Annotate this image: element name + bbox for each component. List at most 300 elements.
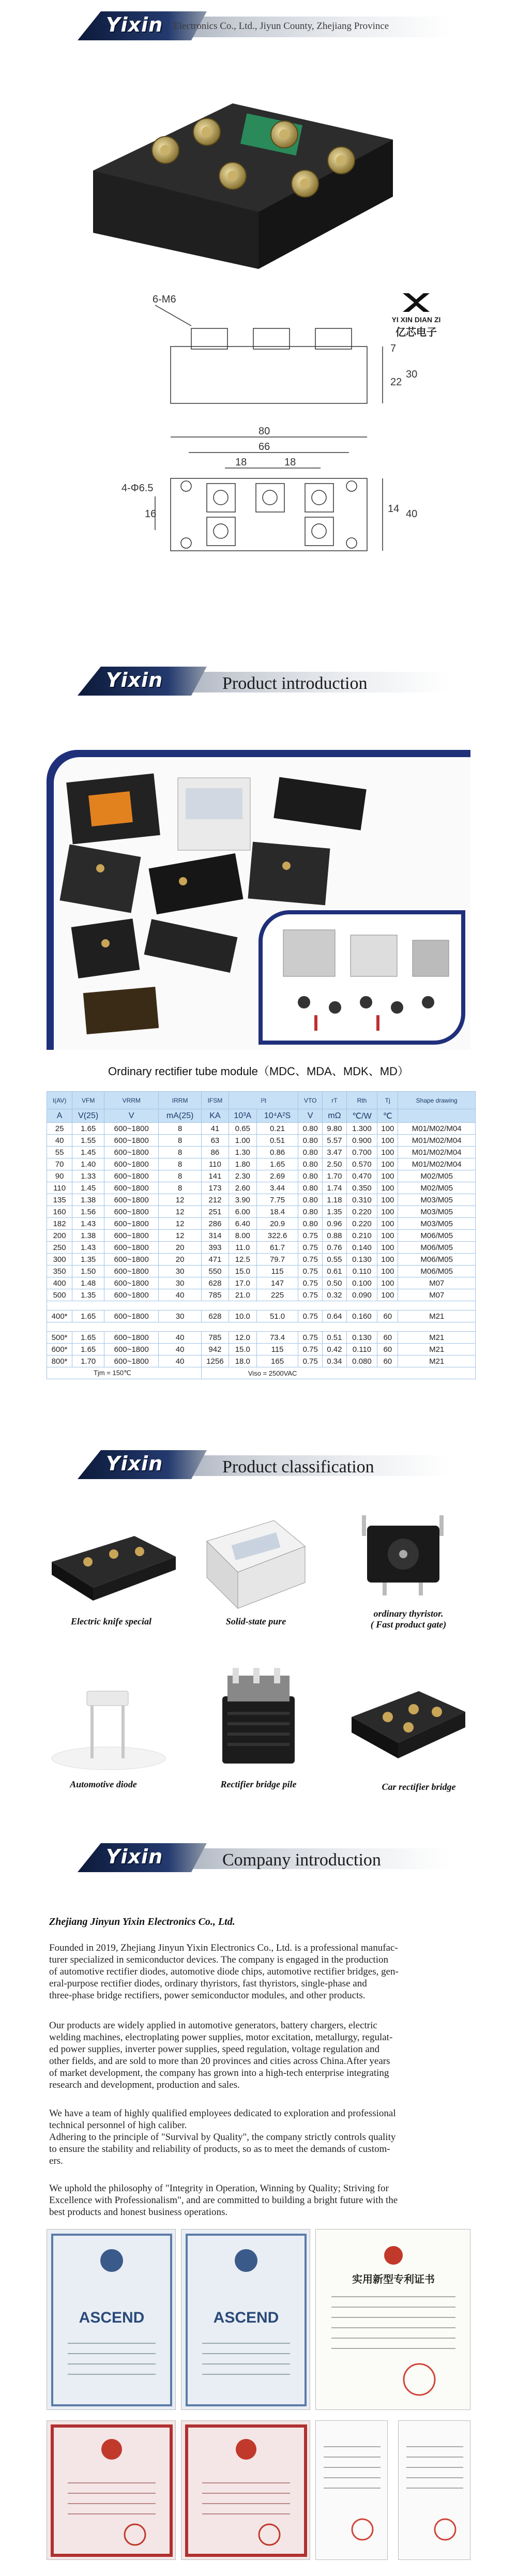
spec-cell: 30 <box>159 1277 202 1289</box>
spec-cell: 1.45 <box>72 1147 104 1158</box>
spec-cell: M03/M05 <box>398 1194 476 1206</box>
utility-patent-certificate <box>315 2229 470 2410</box>
spec-cell: M07 <box>398 1277 476 1289</box>
spec-cell: 600~1800 <box>104 1218 159 1230</box>
spec-footer-tj: Tjm = 150℃ <box>47 1367 202 1379</box>
spec-cell: 314 <box>201 1230 229 1242</box>
spec-cell: 0.350 <box>346 1182 377 1194</box>
spec-header-cell: Tj <box>377 1092 398 1109</box>
spec-header-cell: rT <box>323 1092 347 1109</box>
spec-row <box>47 1218 476 1230</box>
spec-cell: 212 <box>201 1194 229 1206</box>
spec-cell: 1.50 <box>72 1266 104 1277</box>
certificate-6 <box>398 2420 470 2560</box>
label-h30: 30 <box>406 369 418 380</box>
certificate-3-image <box>47 2421 176 2560</box>
spec-row <box>47 1310 476 1322</box>
spec-cell: 1.38 <box>72 1194 104 1206</box>
company-paragraph-1: Founded in 2019, Zhejiang Jinyun Yixin Electronics Co., Ltd. is a professional manufac- turer specialized in semiconductor devices. The company is engaged in the production of automotive rectifier diodes, automotive diode chips, automotive rectifier bridges, gen- eral-purpose rectifier diodes, ordinary thyristors, fast thyristors, single-phase and three-phase bridge rectifiers, power semiconductor modules, and other products. <box>49 1942 399 2001</box>
spec-cell: 63 <box>201 1135 229 1147</box>
spec-cell: 0.80 <box>298 1147 323 1158</box>
dimension-drawing <box>103 290 424 569</box>
spec-cell: 200 <box>47 1230 72 1242</box>
spec-footer-viso: Viso = 2500VAC <box>201 1367 475 1379</box>
spec-cell: 1.70 <box>72 1355 104 1367</box>
spec-cell: 61.7 <box>256 1242 298 1254</box>
spec-cell: 6.40 <box>229 1218 256 1230</box>
spec-cell: 251 <box>201 1206 229 1218</box>
spec-cell: 12 <box>159 1218 202 1230</box>
spec-unit-cell: ℃ <box>377 1109 398 1123</box>
spec-row <box>47 1289 476 1301</box>
cls-label-electric-knife: Electric knife special <box>71 1616 151 1626</box>
spec-cell: 9.80 <box>323 1123 347 1135</box>
spec-unit-cell: 10³A <box>229 1109 256 1123</box>
spec-cell: 0.090 <box>346 1289 377 1301</box>
spec-header-cell: Rth <box>346 1092 377 1109</box>
spec-cell: 0.42 <box>323 1344 347 1355</box>
spec-cell: 12 <box>159 1206 202 1218</box>
spec-cell: 1.65 <box>72 1310 104 1322</box>
spec-unit-cell: A <box>47 1109 72 1123</box>
spec-cell: 0.55 <box>323 1254 347 1266</box>
car-rectifier-bridge-image <box>341 1676 476 1764</box>
spec-header-cell: IFSM <box>201 1092 229 1109</box>
svg-text:ASCEND: ASCEND <box>79 2309 145 2326</box>
spec-cell: 0.80 <box>298 1218 323 1230</box>
spec-cell: 393 <box>201 1242 229 1254</box>
spec-cell: 0.700 <box>346 1147 377 1158</box>
company-paragraph-4: We uphold the philosophy of "Integrity in Operation, Winning by Quality; Striving for Excellence with Professionalism", and are committed to building a bright future with the best products and honest business operations. <box>49 2183 398 2218</box>
spec-cell: 10.0 <box>229 1310 256 1322</box>
spec-cell: 0.80 <box>298 1158 323 1170</box>
spec-cell: 0.220 <box>346 1206 377 1218</box>
spec-row <box>47 1266 476 1277</box>
spec-cell: 600~1800 <box>104 1182 159 1194</box>
thyristor-image <box>352 1510 455 1598</box>
certificate-4 <box>181 2420 310 2560</box>
spec-cell: 0.75 <box>298 1230 323 1242</box>
spec-cell: 800* <box>47 1355 72 1367</box>
spec-cell: 0.210 <box>346 1230 377 1242</box>
rectifier-bridge-pile-image <box>202 1665 315 1774</box>
spec-cell: 15.0 <box>229 1344 256 1355</box>
spec-unit-cell: 10⁴A²S <box>256 1109 298 1123</box>
spec-row <box>47 1206 476 1218</box>
spec-cell: 600~1800 <box>104 1123 159 1135</box>
spec-cell: 173 <box>201 1182 229 1194</box>
automotive-diode-image <box>41 1681 176 1774</box>
spec-cell: 12.5 <box>229 1254 256 1266</box>
spec-cell: 110 <box>201 1158 229 1170</box>
spec-unit-cell: V <box>298 1109 323 1123</box>
spec-cell: 147 <box>256 1277 298 1289</box>
spec-cell: 0.80 <box>298 1182 323 1194</box>
table-caption: Ordinary rectifier tube module（MDC、MDA、MDK、MD） <box>108 1065 409 1078</box>
spec-cell: 2.69 <box>256 1170 298 1182</box>
spec-cell: 8 <box>159 1182 202 1194</box>
spec-cell: 90 <box>47 1170 72 1182</box>
spec-cell: 350 <box>47 1266 72 1277</box>
spec-cell: 0.86 <box>256 1147 298 1158</box>
company-banner-title: Company introduction <box>222 1850 381 1870</box>
spec-cell: 15.0 <box>229 1266 256 1277</box>
spec-cell: 60 <box>377 1310 398 1322</box>
spec-cell: 628 <box>201 1310 229 1322</box>
spec-cell: 2.50 <box>323 1158 347 1170</box>
brand-chinese: 亿芯电子 <box>396 326 437 338</box>
spec-cell: 73.4 <box>256 1332 298 1344</box>
spec-cell: 40 <box>159 1289 202 1301</box>
spec-cell: 21.0 <box>229 1289 256 1301</box>
header-subtitle: Electronics Co., Ltd., Jiyun County, Zhejiang Province <box>173 21 389 32</box>
classification-banner-title: Product classification <box>222 1457 374 1477</box>
collage-inset <box>258 910 465 1045</box>
spec-row <box>47 1242 476 1254</box>
spec-cell: 322.6 <box>256 1230 298 1242</box>
spec-cell: 0.160 <box>346 1310 377 1322</box>
spec-cell: 1256 <box>201 1355 229 1367</box>
spec-cell: 600~1800 <box>104 1147 159 1158</box>
spec-cell: M06/M05 <box>398 1254 476 1266</box>
spec-cell: 100 <box>377 1158 398 1170</box>
spec-header-cell: VTO <box>298 1092 323 1109</box>
spec-cell: 500* <box>47 1332 72 1344</box>
spec-cell: 250 <box>47 1242 72 1254</box>
spec-cell: M01/M02/M04 <box>398 1135 476 1147</box>
spec-cell: M01/M02/M04 <box>398 1123 476 1135</box>
spec-cell: 20 <box>159 1242 202 1254</box>
spec-cell: 100 <box>377 1289 398 1301</box>
spec-cell: 0.130 <box>346 1332 377 1344</box>
brand-logo: Yixin <box>106 13 163 36</box>
certificate-2 <box>181 2229 310 2410</box>
spec-cell: 628 <box>201 1277 229 1289</box>
spec-row <box>47 1147 476 1158</box>
spec-header-cell: IRRM <box>159 1092 202 1109</box>
spec-table <box>47 1091 476 1379</box>
spec-row <box>47 1254 476 1266</box>
spec-cell: 0.75 <box>298 1277 323 1289</box>
spec-cell: 12.0 <box>229 1332 256 1344</box>
spec-cell: 600~1800 <box>104 1242 159 1254</box>
spec-cell: 300 <box>47 1254 72 1266</box>
spec-cell: 100 <box>377 1206 398 1218</box>
cls-label-solid-state: Solid-state pure <box>225 1616 286 1626</box>
spec-cell: 600~1800 <box>104 1230 159 1242</box>
spec-cell: 785 <box>201 1332 229 1344</box>
spec-cell: 8 <box>159 1170 202 1182</box>
spec-cell: 8.00 <box>229 1230 256 1242</box>
spec-cell: 100 <box>377 1170 398 1182</box>
spec-cell: 600~1800 <box>104 1194 159 1206</box>
spec-cell: 1.65 <box>72 1344 104 1355</box>
module-product-photo <box>62 41 419 274</box>
spec-cell: 0.75 <box>298 1355 323 1367</box>
intro-banner <box>78 665 450 696</box>
spec-cell: 40 <box>159 1355 202 1367</box>
cls-label-thyristor: ordinary thyristor. ( Fast product gate) <box>370 1608 447 1630</box>
label-w66: 66 <box>258 441 270 453</box>
spec-cell: 0.75 <box>298 1310 323 1322</box>
label-screw: 6-M6 <box>153 294 176 305</box>
spec-cell: 1.45 <box>72 1182 104 1194</box>
spec-unit-cell: V(25) <box>72 1109 104 1123</box>
spec-cell: 600~1800 <box>104 1310 159 1322</box>
spec-row <box>47 1230 476 1242</box>
spec-cell: 0.110 <box>346 1266 377 1277</box>
spec-cell: 1.35 <box>72 1289 104 1301</box>
spec-cell: 0.75 <box>298 1332 323 1344</box>
cls-label-automotive-diode: Automotive diode <box>70 1779 137 1789</box>
spec-cell: 0.220 <box>346 1218 377 1230</box>
spec-row <box>47 1344 476 1355</box>
spec-cell: 0.96 <box>323 1218 347 1230</box>
certificate-4-image <box>181 2421 310 2560</box>
spec-cell: 0.100 <box>346 1277 377 1289</box>
spec-cell: 100 <box>377 1266 398 1277</box>
intro-banner-title: Product introduction <box>222 674 368 693</box>
label-h14: 14 <box>388 503 400 515</box>
spec-cell: M21 <box>398 1332 476 1344</box>
spec-cell: 0.570 <box>346 1158 377 1170</box>
company-banner-logo: Yixin <box>106 1845 163 1868</box>
classification-banner-logo: Yixin <box>106 1452 163 1475</box>
spec-cell: 942 <box>201 1344 229 1355</box>
spec-cell: M06/M05 <box>398 1242 476 1254</box>
spec-cell: 60 <box>377 1355 398 1367</box>
spec-cell: 160 <box>47 1206 72 1218</box>
spec-cell: 0.80 <box>298 1123 323 1135</box>
spec-header-cell: VFM <box>72 1092 104 1109</box>
spec-cell: 0.75 <box>298 1266 323 1277</box>
spec-unit-cell <box>398 1109 476 1123</box>
spec-gap-row <box>47 1301 476 1310</box>
spec-cell: 17.0 <box>229 1277 256 1289</box>
classification-banner <box>78 1448 450 1479</box>
spec-cell: 100 <box>377 1230 398 1242</box>
spec-cell: 1.70 <box>323 1170 347 1182</box>
spec-cell: 18.0 <box>229 1355 256 1367</box>
spec-cell: 0.80 <box>298 1194 323 1206</box>
spec-cell: 600~1800 <box>104 1332 159 1344</box>
spec-cell: 1.00 <box>229 1135 256 1147</box>
certificate-2-image <box>181 2229 310 2410</box>
company-paragraph-2: Our products are widely applied in automotive generators, battery chargers, electric welding machines, electroplating power supplies, motor excitation, metallurgy, regulat- ed power supplies, inverter power supplies, speed regulation, voltage regulation and other fields, and are sold to more than 20 provinces and cities across China.After years of market development, the company has grown into a high-tech enterprise integrating research and development, production and sales. <box>49 2020 393 2090</box>
spec-cell: 2.30 <box>229 1170 256 1182</box>
spec-cell: 0.080 <box>346 1355 377 1367</box>
spec-cell: 0.61 <box>323 1266 347 1277</box>
spec-cell: 182 <box>47 1218 72 1230</box>
spec-cell: 1.80 <box>229 1158 256 1170</box>
spec-gap-row <box>47 1322 476 1332</box>
spec-cell: 1.33 <box>72 1170 104 1182</box>
spec-cell: 5.57 <box>323 1135 347 1147</box>
spec-header-row <box>47 1092 476 1109</box>
spec-cell: 12 <box>159 1194 202 1206</box>
spec-cell: 400* <box>47 1310 72 1322</box>
spec-cell: 3.44 <box>256 1182 298 1194</box>
spec-cell: 225 <box>256 1289 298 1301</box>
spec-cell: 0.75 <box>298 1254 323 1266</box>
spec-cell: M06/M05 <box>398 1230 476 1242</box>
spec-cell: 0.470 <box>346 1170 377 1182</box>
spec-cell: 550 <box>201 1266 229 1277</box>
spec-header-cell: I(AV) <box>47 1092 72 1109</box>
spec-cell: 8 <box>159 1147 202 1158</box>
spec-cell: M01/M02/M04 <box>398 1147 476 1158</box>
label-h16: 16 <box>145 508 157 520</box>
company-banner <box>78 1841 450 1872</box>
spec-cell: 0.88 <box>323 1230 347 1242</box>
spec-cell: 51.0 <box>256 1310 298 1322</box>
spec-cell: 100 <box>377 1194 398 1206</box>
spec-cell: 100 <box>377 1123 398 1135</box>
spec-cell: 20.9 <box>256 1218 298 1230</box>
spec-cell: 0.64 <box>323 1310 347 1322</box>
spec-cell: 600~1800 <box>104 1254 159 1266</box>
spec-cell: 0.75 <box>298 1344 323 1355</box>
spec-cell: 12 <box>159 1230 202 1242</box>
spec-cell: 1.65 <box>72 1332 104 1344</box>
spec-cell: 100 <box>377 1147 398 1158</box>
spec-cell: 100 <box>377 1242 398 1254</box>
cls-label-car-rectifier: Car rectifier bridge <box>382 1782 456 1792</box>
spec-cell: M03/M05 <box>398 1218 476 1230</box>
spec-cell: M21 <box>398 1344 476 1355</box>
spec-cell: 0.76 <box>323 1242 347 1254</box>
spec-cell: 0.65 <box>229 1123 256 1135</box>
spec-cell: 79.7 <box>256 1254 298 1266</box>
spec-header-cell: Shape drawing <box>398 1092 476 1109</box>
spec-cell: 600~1800 <box>104 1289 159 1301</box>
spec-cell: 1.43 <box>72 1218 104 1230</box>
spec-cell: 1.35 <box>72 1254 104 1266</box>
spec-cell: M02/M05 <box>398 1170 476 1182</box>
spec-cell: 2.60 <box>229 1182 256 1194</box>
label-hole: 4-Φ6.5 <box>121 483 154 494</box>
spec-cell: 55 <box>47 1147 72 1158</box>
spec-cell: 100 <box>377 1218 398 1230</box>
spec-cell: 60 <box>377 1332 398 1344</box>
certificate-5-image <box>316 2421 388 2560</box>
spec-row <box>47 1277 476 1289</box>
spec-cell: 115 <box>256 1266 298 1277</box>
spec-cell: 7.75 <box>256 1194 298 1206</box>
spec-cell: 0.51 <box>323 1332 347 1344</box>
spec-cell: 18.4 <box>256 1206 298 1218</box>
spec-cell: 6.00 <box>229 1206 256 1218</box>
spec-cell: 1.56 <box>72 1206 104 1218</box>
spec-header-cell: VRRM <box>104 1092 159 1109</box>
spec-cell: 1.38 <box>72 1230 104 1242</box>
spec-cell: 0.80 <box>298 1170 323 1182</box>
cls-label-rectifier-bridge: Rectifier bridge pile <box>220 1779 297 1789</box>
spec-cell: M21 <box>398 1355 476 1367</box>
spec-cell: 0.80 <box>298 1135 323 1147</box>
spec-cell: 86 <box>201 1147 229 1158</box>
spec-cell: 8 <box>159 1123 202 1135</box>
certificate-1-image <box>47 2229 176 2410</box>
label-w80: 80 <box>258 426 270 437</box>
spec-cell: 600~1800 <box>104 1277 159 1289</box>
spec-cell: 600~1800 <box>104 1355 159 1367</box>
spec-unit-cell: V <box>104 1109 159 1123</box>
spec-cell: M02/M05 <box>398 1182 476 1194</box>
electric-knife-image <box>47 1526 181 1603</box>
intro-banner-logo: Yixin <box>106 669 163 691</box>
spec-unit-cell: ℃/W <box>346 1109 377 1123</box>
company-name: Zhejiang Jinyun Yixin Electronics Co., Ltd. <box>49 1916 235 1927</box>
spec-cell: 286 <box>201 1218 229 1230</box>
spec-unit-cell: mA(25) <box>159 1109 202 1123</box>
spec-row <box>47 1170 476 1182</box>
spec-cell: 110 <box>47 1182 72 1194</box>
spec-cell: 0.34 <box>323 1355 347 1367</box>
svg-text:ASCEND: ASCEND <box>213 2309 279 2326</box>
utility-patent-image <box>316 2229 470 2410</box>
spec-cell: 600~1800 <box>104 1170 159 1182</box>
spec-cell: 500 <box>47 1289 72 1301</box>
certificate-6-image <box>399 2421 470 2560</box>
spec-cell: 1.35 <box>323 1206 347 1218</box>
spec-cell: 1.30 <box>229 1147 256 1158</box>
header-banner <box>78 9 450 40</box>
spec-cell: 141 <box>201 1170 229 1182</box>
spec-unit-cell: mΩ <box>323 1109 347 1123</box>
solid-state-relay-image <box>196 1510 315 1614</box>
spec-cell: M03/M05 <box>398 1206 476 1218</box>
label-w18b: 18 <box>284 457 296 468</box>
spec-cell: 0.140 <box>346 1242 377 1254</box>
spec-cell: 0.900 <box>346 1135 377 1147</box>
spec-cell: 8 <box>159 1135 202 1147</box>
spec-cell: 1.300 <box>346 1123 377 1135</box>
spec-header-cell: I²t <box>229 1092 298 1109</box>
spec-cell: 30 <box>159 1310 202 1322</box>
spec-cell: 70 <box>47 1158 72 1170</box>
spec-cell: 0.110 <box>346 1344 377 1355</box>
spec-cell: 1.48 <box>72 1277 104 1289</box>
spec-cell: M06/M05 <box>398 1266 476 1277</box>
spec-cell: M01/M02/M04 <box>398 1158 476 1170</box>
spec-cell: 115 <box>256 1344 298 1355</box>
spec-row <box>47 1194 476 1206</box>
spec-cell: 600~1800 <box>104 1266 159 1277</box>
spec-cell: 1.40 <box>72 1158 104 1170</box>
label-w18a: 18 <box>235 457 247 468</box>
spec-footer-row <box>47 1367 476 1379</box>
spec-row <box>47 1135 476 1147</box>
brand-letters: YI XIN DIAN ZI <box>391 315 441 324</box>
product-collage <box>47 750 470 1050</box>
label-h22: 22 <box>390 376 402 388</box>
spec-cell: 1.18 <box>323 1194 347 1206</box>
spec-row <box>47 1182 476 1194</box>
collage-inset-image <box>263 914 461 1041</box>
spec-cell: 0.75 <box>298 1289 323 1301</box>
spec-cell: 3.47 <box>323 1147 347 1158</box>
spec-units-row <box>47 1109 476 1123</box>
certificate-1 <box>47 2229 176 2410</box>
spec-row <box>47 1355 476 1367</box>
spec-cell: 0.310 <box>346 1194 377 1206</box>
spec-cell: 1.65 <box>72 1123 104 1135</box>
spec-row <box>47 1158 476 1170</box>
spec-cell: 600~1800 <box>104 1344 159 1355</box>
certificate-5 <box>315 2420 388 2560</box>
label-h7: 7 <box>390 343 397 354</box>
